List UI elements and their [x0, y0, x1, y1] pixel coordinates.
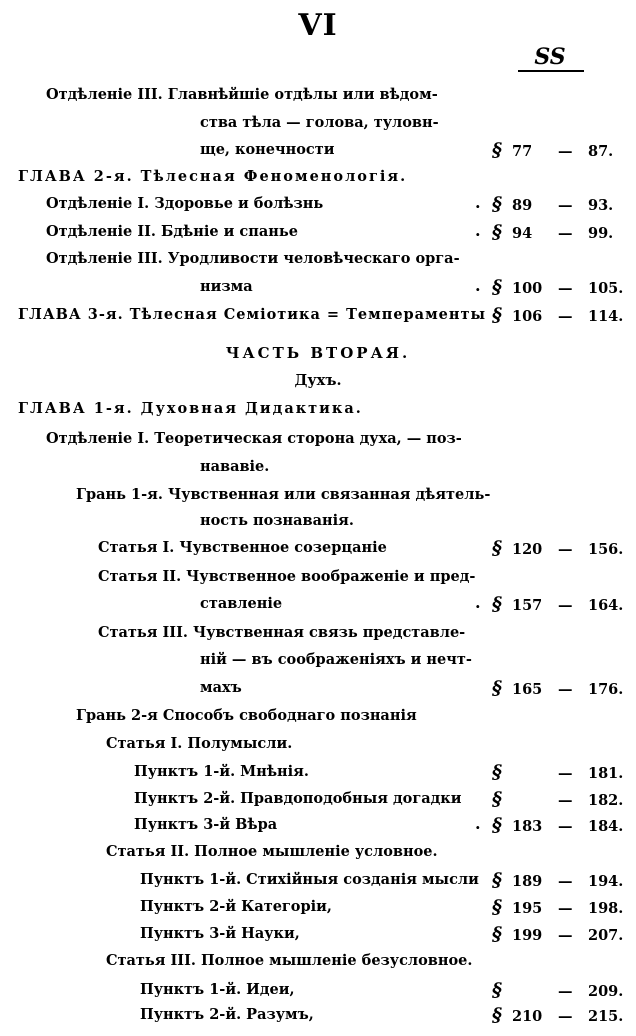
range-dash: — — [558, 225, 573, 242]
toc-entry-punkt-2: Пунктъ 2-й. Разумъ, — [140, 1006, 314, 1023]
section-range — [492, 679, 623, 698]
toc-entry-punkt-1: Пунктъ 1-й. Идеи, — [140, 981, 295, 998]
toc-entry-punkt-2: Пунктъ 2-й Категоріи, — [140, 898, 332, 915]
part-two-heading: ЧАСТЬ ВТОРАЯ. — [225, 344, 411, 362]
range-dash: — — [558, 681, 573, 698]
section-sign: § — [492, 788, 502, 810]
section-sign: § — [492, 276, 502, 298]
range-end: 198. — [588, 900, 624, 917]
range-start: 210 — [512, 1008, 543, 1025]
range-dash: — — [558, 983, 573, 1000]
section-range — [492, 141, 613, 160]
toc-entry-continuation: махъ — [200, 679, 242, 696]
section-sign: § — [492, 593, 502, 615]
range-start: 89 — [512, 197, 533, 214]
range-start: 106 — [512, 308, 543, 325]
section-sign: § — [492, 193, 502, 215]
toc-chapter-3: ГЛАВА 3-я. Тѣлесная Семіотика = Темпераменты — [18, 306, 487, 323]
toc-entry-continuation: ній — въ соображеніяхъ и нечт- — [200, 651, 472, 668]
section-range — [492, 816, 623, 835]
toc-entry-continuation: ще, конечности — [200, 141, 335, 158]
page-number: VI — [298, 8, 338, 43]
toc-entry-statya-2-conditional: Статья II. Полное мышленіе условное. — [106, 843, 438, 860]
section-sign: § — [492, 814, 502, 836]
part-two-subheading: Духъ. — [294, 372, 342, 389]
range-start: 77 — [512, 143, 533, 160]
range-start: 165 — [512, 681, 543, 698]
range-start: 120 — [512, 541, 543, 558]
toc-entry-otdelenie-3: Отдѣленіе III. Уродливости человѣческаго орга- — [46, 250, 460, 267]
section-sign: § — [492, 677, 502, 699]
section-range — [492, 925, 623, 944]
range-start: 157 — [512, 597, 543, 614]
toc-entry-otdelenie-2: Отдѣленіе II. Бдѣніе и спанье — [46, 223, 298, 240]
range-dash: — — [558, 1008, 573, 1025]
range-dash: — — [558, 927, 573, 944]
range-start: 195 — [512, 900, 543, 917]
section-range — [492, 278, 623, 297]
section-sign: § — [492, 221, 502, 243]
range-dash: — — [558, 308, 573, 325]
section-range — [492, 763, 623, 782]
section-sign: § — [492, 304, 502, 326]
toc-entry-statya-3-unconditional: Статья III. Полное мышленіе безусловное. — [106, 952, 473, 969]
toc-entry-otdelenie-3-heading: Отдѣленіе III. Главнѣйшіе отдѣлы или вѣдом- — [46, 86, 438, 103]
section-range — [492, 898, 623, 917]
toc-entry-punkt-2: Пунктъ 2-й. Правдоподобныя догадки — [134, 790, 462, 807]
leader-dot: . — [475, 193, 481, 212]
range-start: 199 — [512, 927, 543, 944]
range-end: 207. — [588, 927, 624, 944]
range-end: 164. — [588, 597, 624, 614]
range-end: 114. — [588, 308, 624, 325]
toc-entry-punkt-1: Пунктъ 1-й. Стихійныя созданія мысли — [140, 871, 479, 888]
section-range — [492, 981, 623, 1000]
range-dash: — — [558, 197, 573, 214]
column-header-sections: SS — [534, 44, 566, 70]
range-end: 194. — [588, 873, 624, 890]
toc-entry-statya-2: Статья II. Чувственное воображеніе и пред- — [98, 568, 476, 585]
toc-chapter-1: ГЛАВА 1-я. Духовная Дидактика. — [18, 400, 363, 417]
range-dash: — — [558, 765, 573, 782]
section-range — [492, 539, 623, 558]
toc-entry-continuation: ства тѣла — голова, туловн- — [200, 114, 439, 131]
toc-entry-punkt-3: Пунктъ 3-й Вѣра — [134, 816, 278, 833]
toc-entry-statya-1: Статья I. Чувственное созерцаніе — [98, 539, 387, 556]
section-range — [492, 306, 623, 325]
leader-dot: . — [475, 593, 481, 612]
range-dash: — — [558, 792, 573, 809]
range-end: 93. — [588, 197, 614, 214]
toc-entry-continuation: ставленіе — [200, 595, 283, 612]
toc-entry-punkt-3: Пунктъ 3-й Науки, — [140, 925, 300, 942]
section-sign: § — [492, 979, 502, 1001]
range-dash: — — [558, 818, 573, 835]
range-end: 87. — [588, 143, 614, 160]
range-dash: — — [558, 873, 573, 890]
range-start: 94 — [512, 225, 533, 242]
range-end: 176. — [588, 681, 624, 698]
toc-entry-continuation: нававіе. — [200, 458, 270, 475]
section-sign: § — [492, 923, 502, 945]
leader-dot: . — [475, 814, 481, 833]
range-end: 184. — [588, 818, 624, 835]
toc-entry-punkt-1: Пунктъ 1-й. Мнѣнія. — [134, 763, 309, 780]
section-sign: § — [492, 139, 502, 161]
range-dash: — — [558, 597, 573, 614]
range-end: 105. — [588, 280, 624, 297]
section-range — [492, 1006, 623, 1025]
range-dash: — — [558, 541, 573, 558]
range-dash: — — [558, 280, 573, 297]
toc-entry-continuation: ность познаванія. — [200, 512, 354, 529]
toc-chapter-2: ГЛАВА 2-я. Тѣлесная Феноменологія. — [18, 168, 408, 185]
section-range — [492, 223, 613, 242]
section-range — [492, 595, 623, 614]
toc-entry-statya-1-halfthoughts: Статья I. Полумысли. — [106, 735, 293, 752]
range-end: 99. — [588, 225, 614, 242]
toc-entry-otdelenie-1: Отдѣленіе I. Здоровье и болѣзнь — [46, 195, 324, 212]
range-dash: — — [558, 900, 573, 917]
range-start: 100 — [512, 280, 543, 297]
range-start: 189 — [512, 873, 543, 890]
section-range — [492, 871, 623, 890]
range-end: 156. — [588, 541, 624, 558]
section-range — [492, 790, 623, 809]
toc-entry-continuation: низма — [200, 278, 253, 295]
section-sign: § — [492, 537, 502, 559]
toc-entry-otdelenie-1-theory: Отдѣленіе I. Теоретическая сторона духа, — поз- — [46, 430, 462, 447]
toc-entry-statya-3: Статья III. Чувственная связь представле- — [98, 624, 466, 641]
leader-dot: . — [475, 221, 481, 240]
section-sign: § — [492, 1004, 502, 1026]
leader-dot: . — [475, 276, 481, 295]
toc-entry-gran-1: Грань 1-я. Чувственная или связанная дѣятель- — [76, 486, 491, 503]
range-end: 209. — [588, 983, 624, 1000]
range-end: 181. — [588, 765, 624, 782]
range-end: 215. — [588, 1008, 624, 1025]
range-end: 182. — [588, 792, 624, 809]
toc-entry-gran-2: Грань 2-я Способъ свободнаго познанія — [76, 707, 417, 724]
section-sign: § — [492, 896, 502, 918]
section-sign: § — [492, 761, 502, 783]
range-dash: — — [558, 143, 573, 160]
section-sign: § — [492, 869, 502, 891]
section-range — [492, 195, 613, 214]
range-start: 183 — [512, 818, 543, 835]
